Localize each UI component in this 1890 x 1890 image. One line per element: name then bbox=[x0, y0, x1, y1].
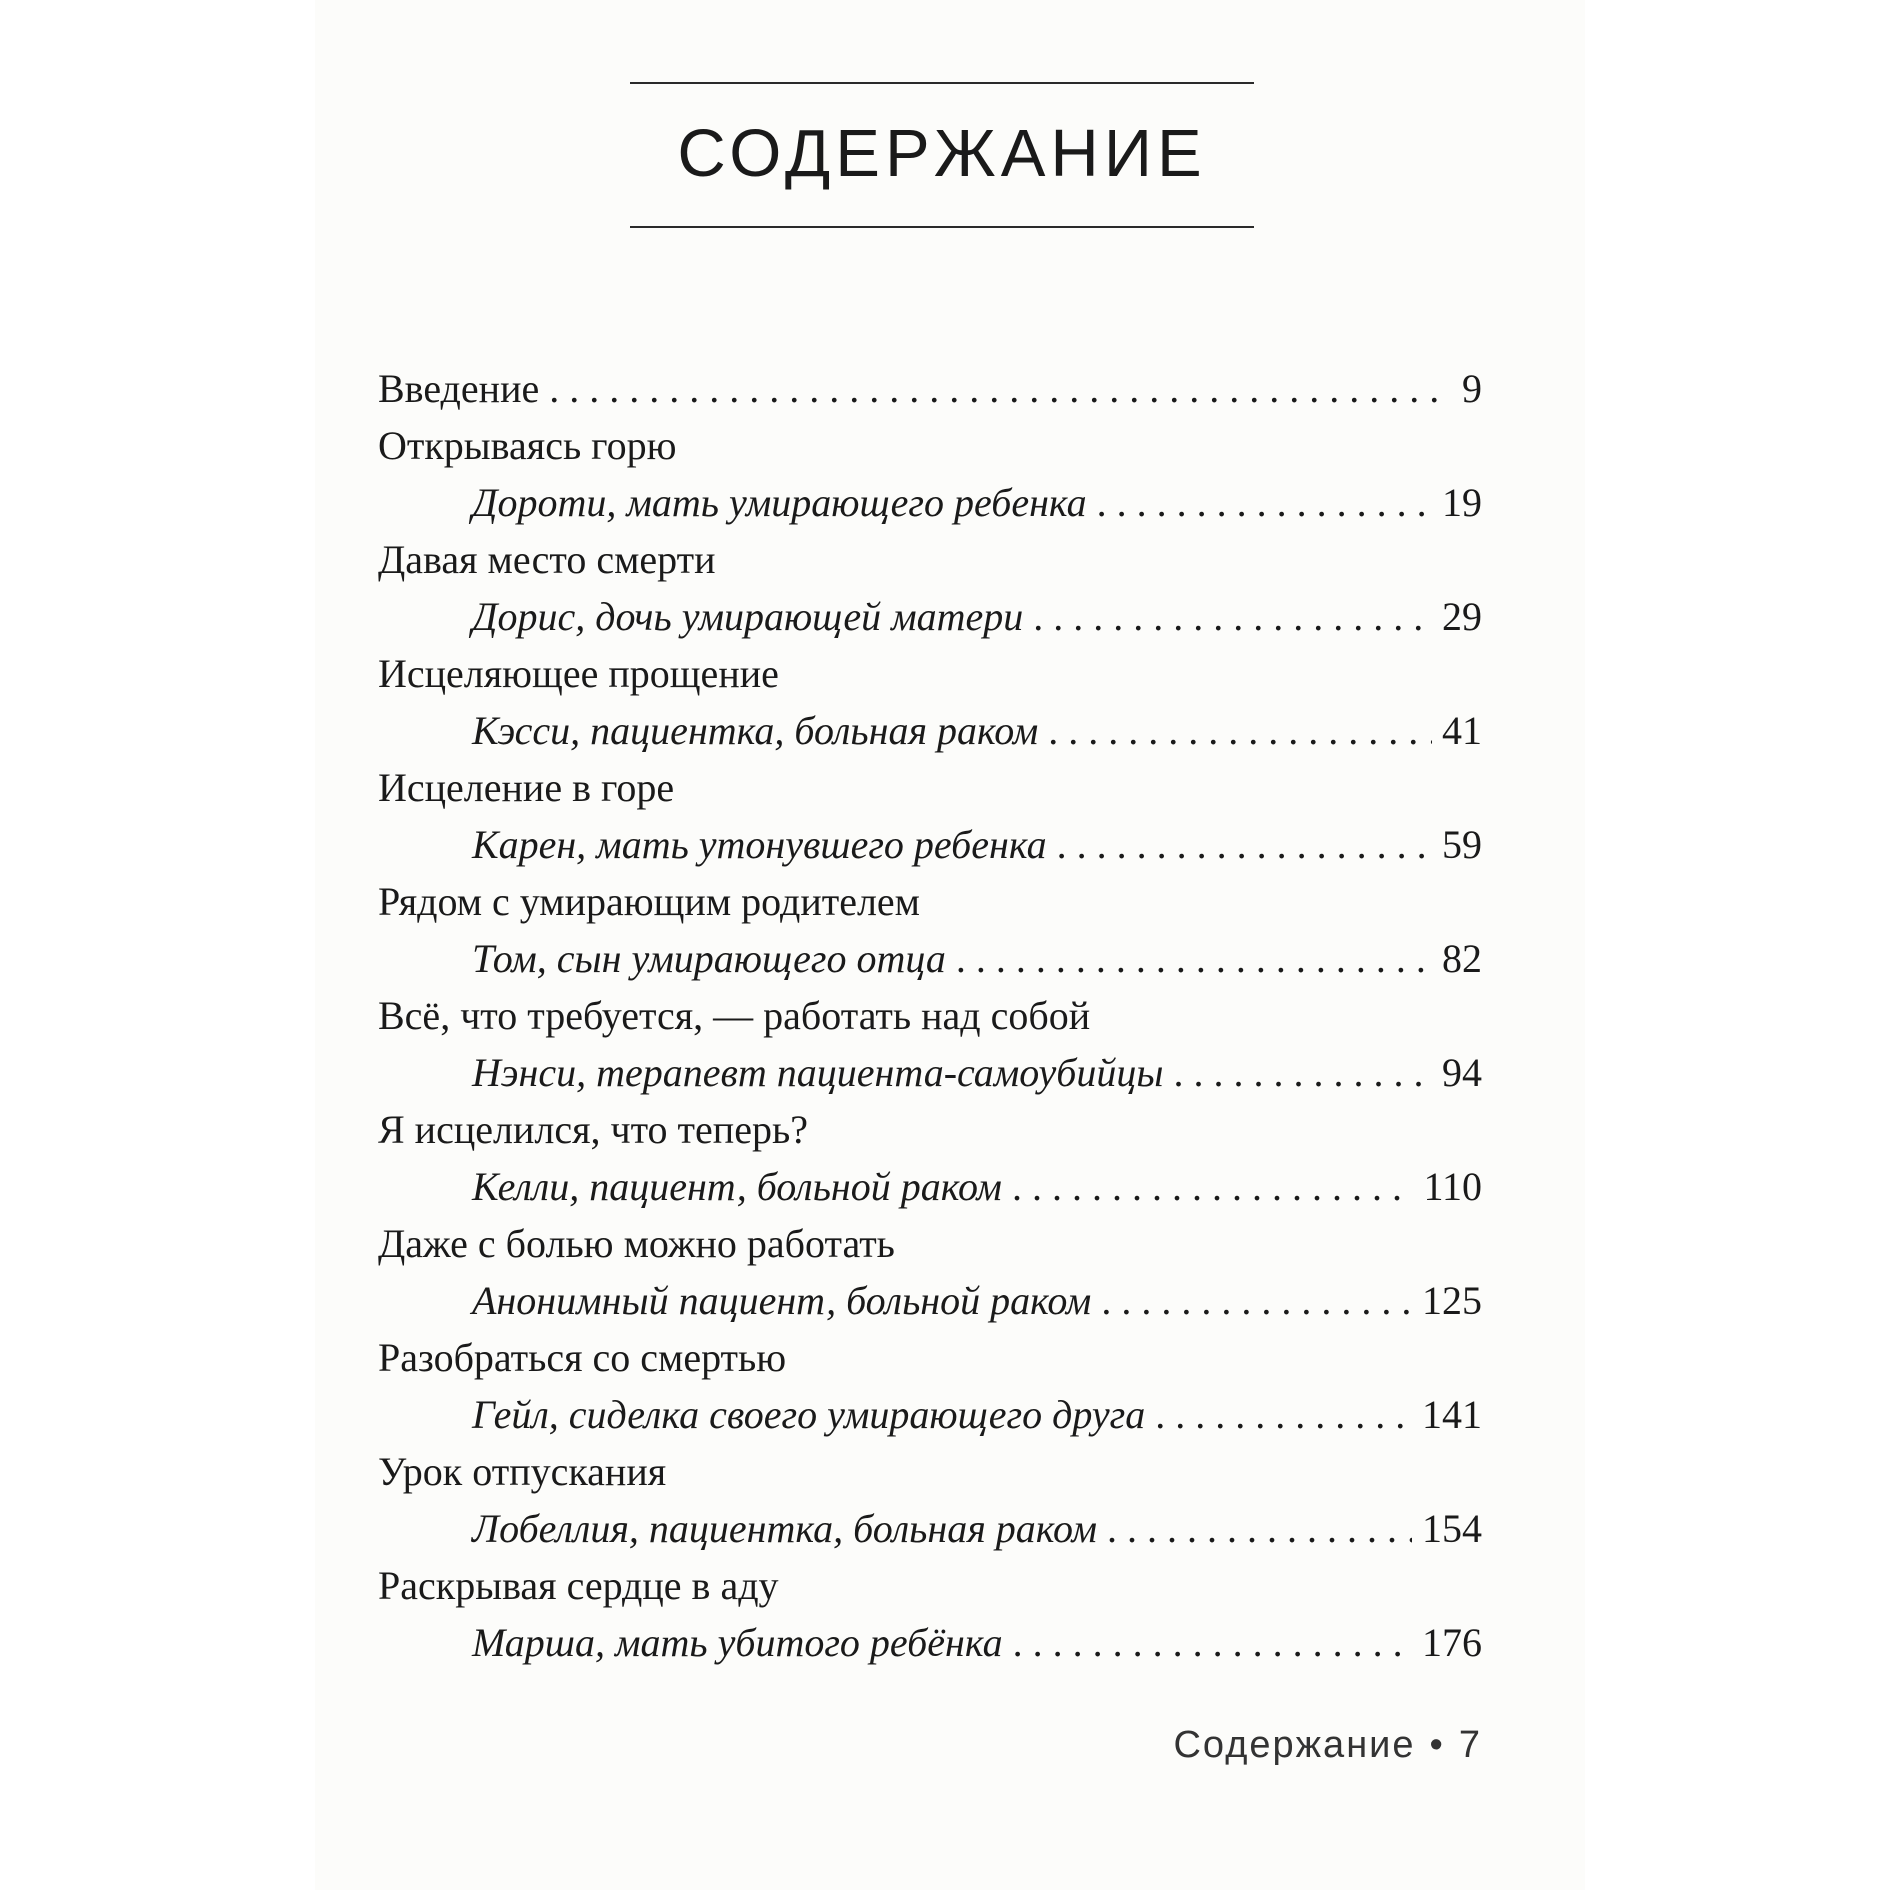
toc-page-number: 176 bbox=[1422, 1620, 1482, 1665]
leader-dots bbox=[1033, 589, 1432, 645]
toc-chapter-subtitle-row bbox=[378, 702, 1482, 759]
toc-page-number: 94 bbox=[1442, 1050, 1482, 1095]
toc-chapter-title-row bbox=[378, 1329, 1482, 1386]
toc-page-number: 82 bbox=[1442, 936, 1482, 981]
toc-page-number: 19 bbox=[1442, 480, 1482, 525]
leader-dots bbox=[1155, 1387, 1412, 1443]
toc-chapter-title-row bbox=[378, 1443, 1482, 1500]
toc-chapter-subtitle: Карен, мать утонувшего ребенка bbox=[472, 822, 1047, 867]
top-rule bbox=[630, 82, 1254, 84]
leader-dots bbox=[1173, 1045, 1432, 1101]
toc-chapter-title-row bbox=[378, 759, 1482, 816]
toc-chapter-subtitle: Келли, пациент, больной раком bbox=[472, 1164, 1002, 1209]
toc-page-number: 59 bbox=[1442, 822, 1482, 867]
toc-chapter-subtitle-row bbox=[378, 588, 1482, 645]
toc-chapter-title: Исцеление в горе bbox=[378, 765, 675, 810]
table-of-contents bbox=[378, 360, 1482, 1671]
leader-dots bbox=[1107, 1501, 1412, 1557]
bottom-rule bbox=[630, 226, 1254, 228]
toc-chapter-subtitle: Лобеллия, пациентка, больная раком bbox=[472, 1506, 1097, 1551]
toc-chapter-subtitle: Дороти, мать умирающего ребенка bbox=[472, 480, 1087, 525]
toc-page-number: 110 bbox=[1423, 1164, 1482, 1209]
toc-page-number: 125 bbox=[1422, 1278, 1482, 1323]
toc-chapter-subtitle-row bbox=[378, 1272, 1482, 1329]
toc-chapter-title: Урок отпускания bbox=[378, 1449, 667, 1494]
toc-chapter-subtitle-row bbox=[378, 1614, 1482, 1671]
toc-chapter-subtitle: Марша, мать убитого ребёнка bbox=[472, 1620, 1003, 1665]
toc-chapter-subtitle-row bbox=[378, 1158, 1482, 1215]
toc-chapter-subtitle: Кэсси, пациентка, больная раком bbox=[472, 708, 1039, 753]
toc-page-number: 141 bbox=[1422, 1392, 1482, 1437]
toc-chapter-title-row bbox=[378, 417, 1482, 474]
toc-chapter-title: Давая место смерти bbox=[378, 537, 716, 582]
leader-dots bbox=[1097, 475, 1432, 531]
toc-chapter-title-row bbox=[378, 987, 1482, 1044]
toc-chapter-title: Я исцелился, что теперь? bbox=[378, 1107, 808, 1152]
toc-chapter-subtitle: Нэнси, терапевт пациента-самоубийцы bbox=[472, 1050, 1164, 1095]
toc-entry-intro bbox=[378, 360, 1482, 417]
toc-chapter-subtitle: Дорис, дочь умирающей матери bbox=[472, 594, 1024, 639]
toc-chapter-subtitle-row bbox=[378, 1386, 1482, 1443]
chapter-list bbox=[378, 417, 1482, 1671]
footer-page-number: 7 bbox=[1458, 1724, 1482, 1766]
toc-chapter-title-row bbox=[378, 531, 1482, 588]
toc-chapter-subtitle-row bbox=[378, 1500, 1482, 1557]
leader-dots bbox=[1057, 817, 1432, 873]
page-title: СОДЕРЖАНИЕ bbox=[677, 116, 1207, 191]
toc-chapter-title-row bbox=[378, 1557, 1482, 1614]
toc-chapter-title: Открываясь горю bbox=[378, 423, 677, 468]
toc-page-number: 29 bbox=[1442, 594, 1482, 639]
leader-dots bbox=[1013, 1615, 1412, 1671]
toc-chapter-subtitle: Гейл, сиделка своего умирающего друга bbox=[472, 1392, 1146, 1437]
footer-separator: • bbox=[1429, 1724, 1445, 1766]
toc-chapter-subtitle-row bbox=[378, 1044, 1482, 1101]
toc-chapter-title: Раскрывая сердце в аду bbox=[378, 1563, 779, 1608]
footer-label: Содержание bbox=[1173, 1724, 1416, 1766]
leader-dots bbox=[1101, 1273, 1412, 1329]
toc-page-number: 9 bbox=[1462, 366, 1482, 411]
toc-chapter-title-row bbox=[378, 1215, 1482, 1272]
toc-chapter-title-row bbox=[378, 645, 1482, 702]
running-footer bbox=[1173, 1724, 1482, 1767]
toc-chapter-title-row bbox=[378, 873, 1482, 930]
toc-chapter-title: Даже с болью можно работать bbox=[378, 1221, 895, 1266]
toc-chapter-subtitle: Том, сын умирающего отца bbox=[472, 936, 946, 981]
toc-chapter-title: Разобраться со смертью bbox=[378, 1335, 787, 1380]
leader-dots bbox=[1012, 1159, 1414, 1215]
toc-chapter-title-row bbox=[378, 1101, 1482, 1158]
toc-page-number: 41 bbox=[1442, 708, 1482, 753]
toc-chapter-title: Всё, что требуется, — работать над собой bbox=[378, 993, 1091, 1038]
leader-dots bbox=[549, 361, 1442, 417]
toc-chapter-subtitle-row bbox=[378, 816, 1482, 873]
toc-page-number: 154 bbox=[1422, 1506, 1482, 1551]
toc-chapter-title: Рядом с умирающим родителем bbox=[378, 879, 920, 924]
toc-entry-title: Введение bbox=[378, 366, 540, 411]
toc-chapter-subtitle: Анонимный пациент, больной раком bbox=[472, 1278, 1092, 1323]
toc-chapter-subtitle-row bbox=[378, 930, 1482, 987]
leader-dots bbox=[1048, 703, 1432, 759]
toc-chapter-title: Исцеляющее прощение bbox=[378, 651, 779, 696]
toc-chapter-subtitle-row bbox=[378, 474, 1482, 531]
leader-dots bbox=[956, 931, 1432, 987]
